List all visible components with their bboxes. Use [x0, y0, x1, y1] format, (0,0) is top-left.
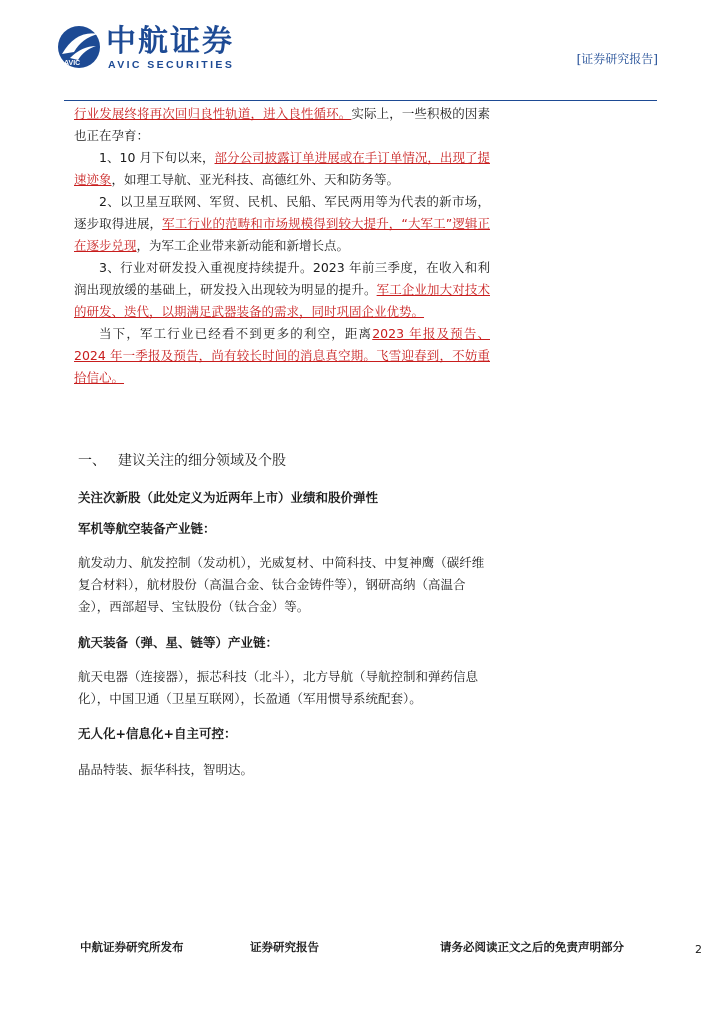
paragraph-rnd-investment	[74, 257, 490, 323]
subheading-unmanned: 无人化+信息化+自主可控：	[78, 726, 237, 741]
aviation-stock-list: 航发动力、航发控制（发动机），光威复材、中简科技、中复神鹰（碳纤维复合材料），航材股份（高温合金、钛合金铸件等），钢研高纳（高温合金），西部超导、宝钛股份（钛合金）等。	[78, 555, 485, 614]
paragraph-order-progress	[74, 147, 490, 191]
body-text: 2、以卫星互联网、军贸、民机、民船、军民两用等为代表的新市场，逐步取得进展，	[74, 194, 490, 231]
paragraph-outlook	[74, 323, 490, 389]
focus-note: 关注次新股（此处定义为近两年上市）业绩和股价弹性	[78, 490, 379, 505]
highlighted-text: 2023 年报及预告、2024 年一季报及预告，尚有较长时间的消息真空期。飞雪迎春到，不妨重拾信心。	[74, 326, 490, 385]
unmanned-stock-list: 晶品特装、振华科技，智明达。	[78, 762, 254, 777]
footer-disclaimer: 请务必阅读正文之后的免责声明部分	[440, 940, 624, 954]
body-text: ，如理工导航、亚光科技、高德红外、天和防务等。	[111, 172, 400, 187]
paragraph-positive-factors	[74, 103, 490, 147]
section-number: 一、	[78, 453, 106, 469]
body-text: 1、10 月下旬以来，	[99, 150, 215, 165]
header-divider	[64, 100, 657, 101]
logo-chinese-name: 中航证券	[106, 24, 234, 59]
highlighted-text: 军工行业的范畴和市场规模得到较大提升，“大军工”逻辑正在逐步兑现	[74, 216, 490, 253]
footer-report-type: 证券研究报告	[250, 940, 319, 954]
section-heading	[78, 451, 286, 471]
body-text: 当下，军工行业已经看不到更多的利空，距离	[99, 326, 373, 341]
subheading-aerospace: 航天装备（弹、星、链等）产业链：	[78, 635, 279, 650]
highlighted-text: 军工企业加大对技术的研发、迭代，以期满足武器装备的需求，同时巩固企业优势。	[74, 282, 490, 319]
footer-publisher: 中航证券研究所发布	[80, 940, 184, 954]
highlighted-text: 行业发展终将再次回归良性轨道，进入良性循环。	[74, 106, 352, 121]
logo-english-name: AVIC SECURITIES	[108, 59, 235, 71]
aerospace-stock-list: 航天电器（连接器），振芯科技（北斗），北方导航（导航控制和弹药信息化），中国卫通（卫星互联网），长盈通（军用惯导系统配套）。	[78, 669, 479, 706]
subheading-aviation: 军机等航空装备产业链：	[78, 521, 216, 536]
body-text: 3、行业对研发投入重视度持续提升。2023 年前三季度，在收入和利润出现放缓的基础上，研发投入出现较为明显的提升。	[74, 260, 490, 297]
highlighted-text: 部分公司披露订单进展或在手订单情况，出现了提速迹象	[74, 150, 490, 187]
page-number: 2	[695, 943, 702, 956]
intro-body	[74, 103, 490, 389]
section-title: 建议关注的细分领域及个股	[118, 453, 286, 469]
avic-logo-icon	[56, 24, 102, 70]
paragraph-new-markets	[74, 191, 490, 257]
report-type-tag: [证券研究报告]	[576, 52, 658, 66]
svg-text:AVIC: AVIC	[64, 60, 81, 67]
body-text: 实际上，一些积极的因素也正在孕育：	[74, 106, 490, 143]
body-text: ，为军工企业带来新动能和新增长点。	[136, 238, 350, 253]
